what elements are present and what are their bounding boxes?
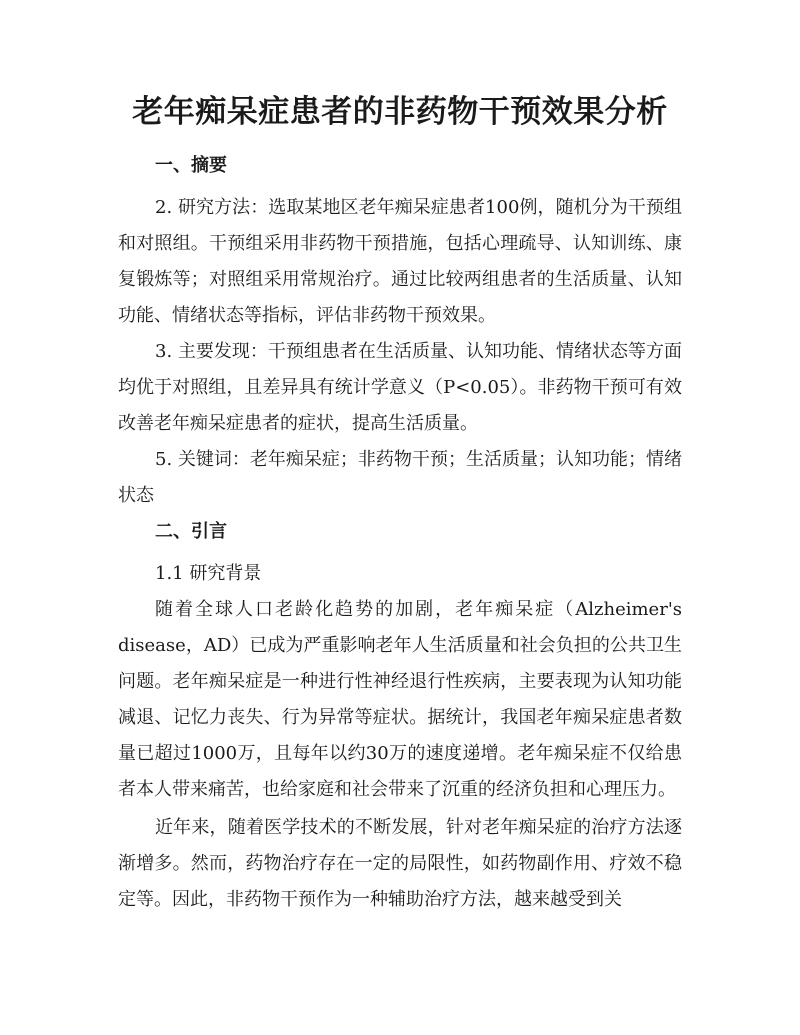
section-heading-introduction: 二、引言 [155,521,227,542]
document-title: 老年痴呆症患者的非药物干预效果分析 [132,94,668,130]
intro-paragraph-background: 随着全球人口老龄化趋势的加剧，老年痴呆症（Alzheimer's disease，AD）已成为严重影响老年人生活质量和社会负担的公共卫生问题。老年痴呆症是一种进行性神经退行性疾病，主要表现为认知功能减退、记忆力丧失、行为异常等症状。据统计，我国老年痴呆症患者数量已超过1000万，且每年以约30万的速度递增。老年痴呆症不仅给患者本人带来痛苦，也给家庭和社会带来了沉重的经济负担和心理压力。 [118,599,682,800]
abstract-paragraph-keywords: 5. 关键词：老年痴呆症；非药物干预；生活质量；认知功能；情绪状态 [118,449,682,506]
section-heading-abstract: 一、摘要 [155,155,227,176]
subsection-heading-background: 1.1 研究背景 [155,563,262,584]
intro-paragraph-recent: 近年来，随着医学技术的不断发展，针对老年痴呆症的治疗方法逐渐增多。然而，药物治疗存在一定的局限性，如药物副作用、疗效不稳定等。因此，非药物干预作为一种辅助治疗方法，越来越受到关 [118,817,682,910]
abstract-paragraph-findings: 3. 主要发现：干预组患者在生活质量、认知功能、情绪状态等方面均优于对照组，且差异具有统计学意义（P<0.05）。非药物干预可有效改善老年痴呆症患者的症状，提高生活质量。 [118,341,682,434]
abstract-paragraph-methods: 2. 研究方法：选取某地区老年痴呆症患者100例，随机分为干预组和对照组。干预组采用非药物干预措施，包括心理疏导、认知训练、康复锻炼等；对照组采用常规治疗。通过比较两组患者的生活质量、认知功能、情绪状态等指标，评估非药物干预效果。 [118,197,682,326]
